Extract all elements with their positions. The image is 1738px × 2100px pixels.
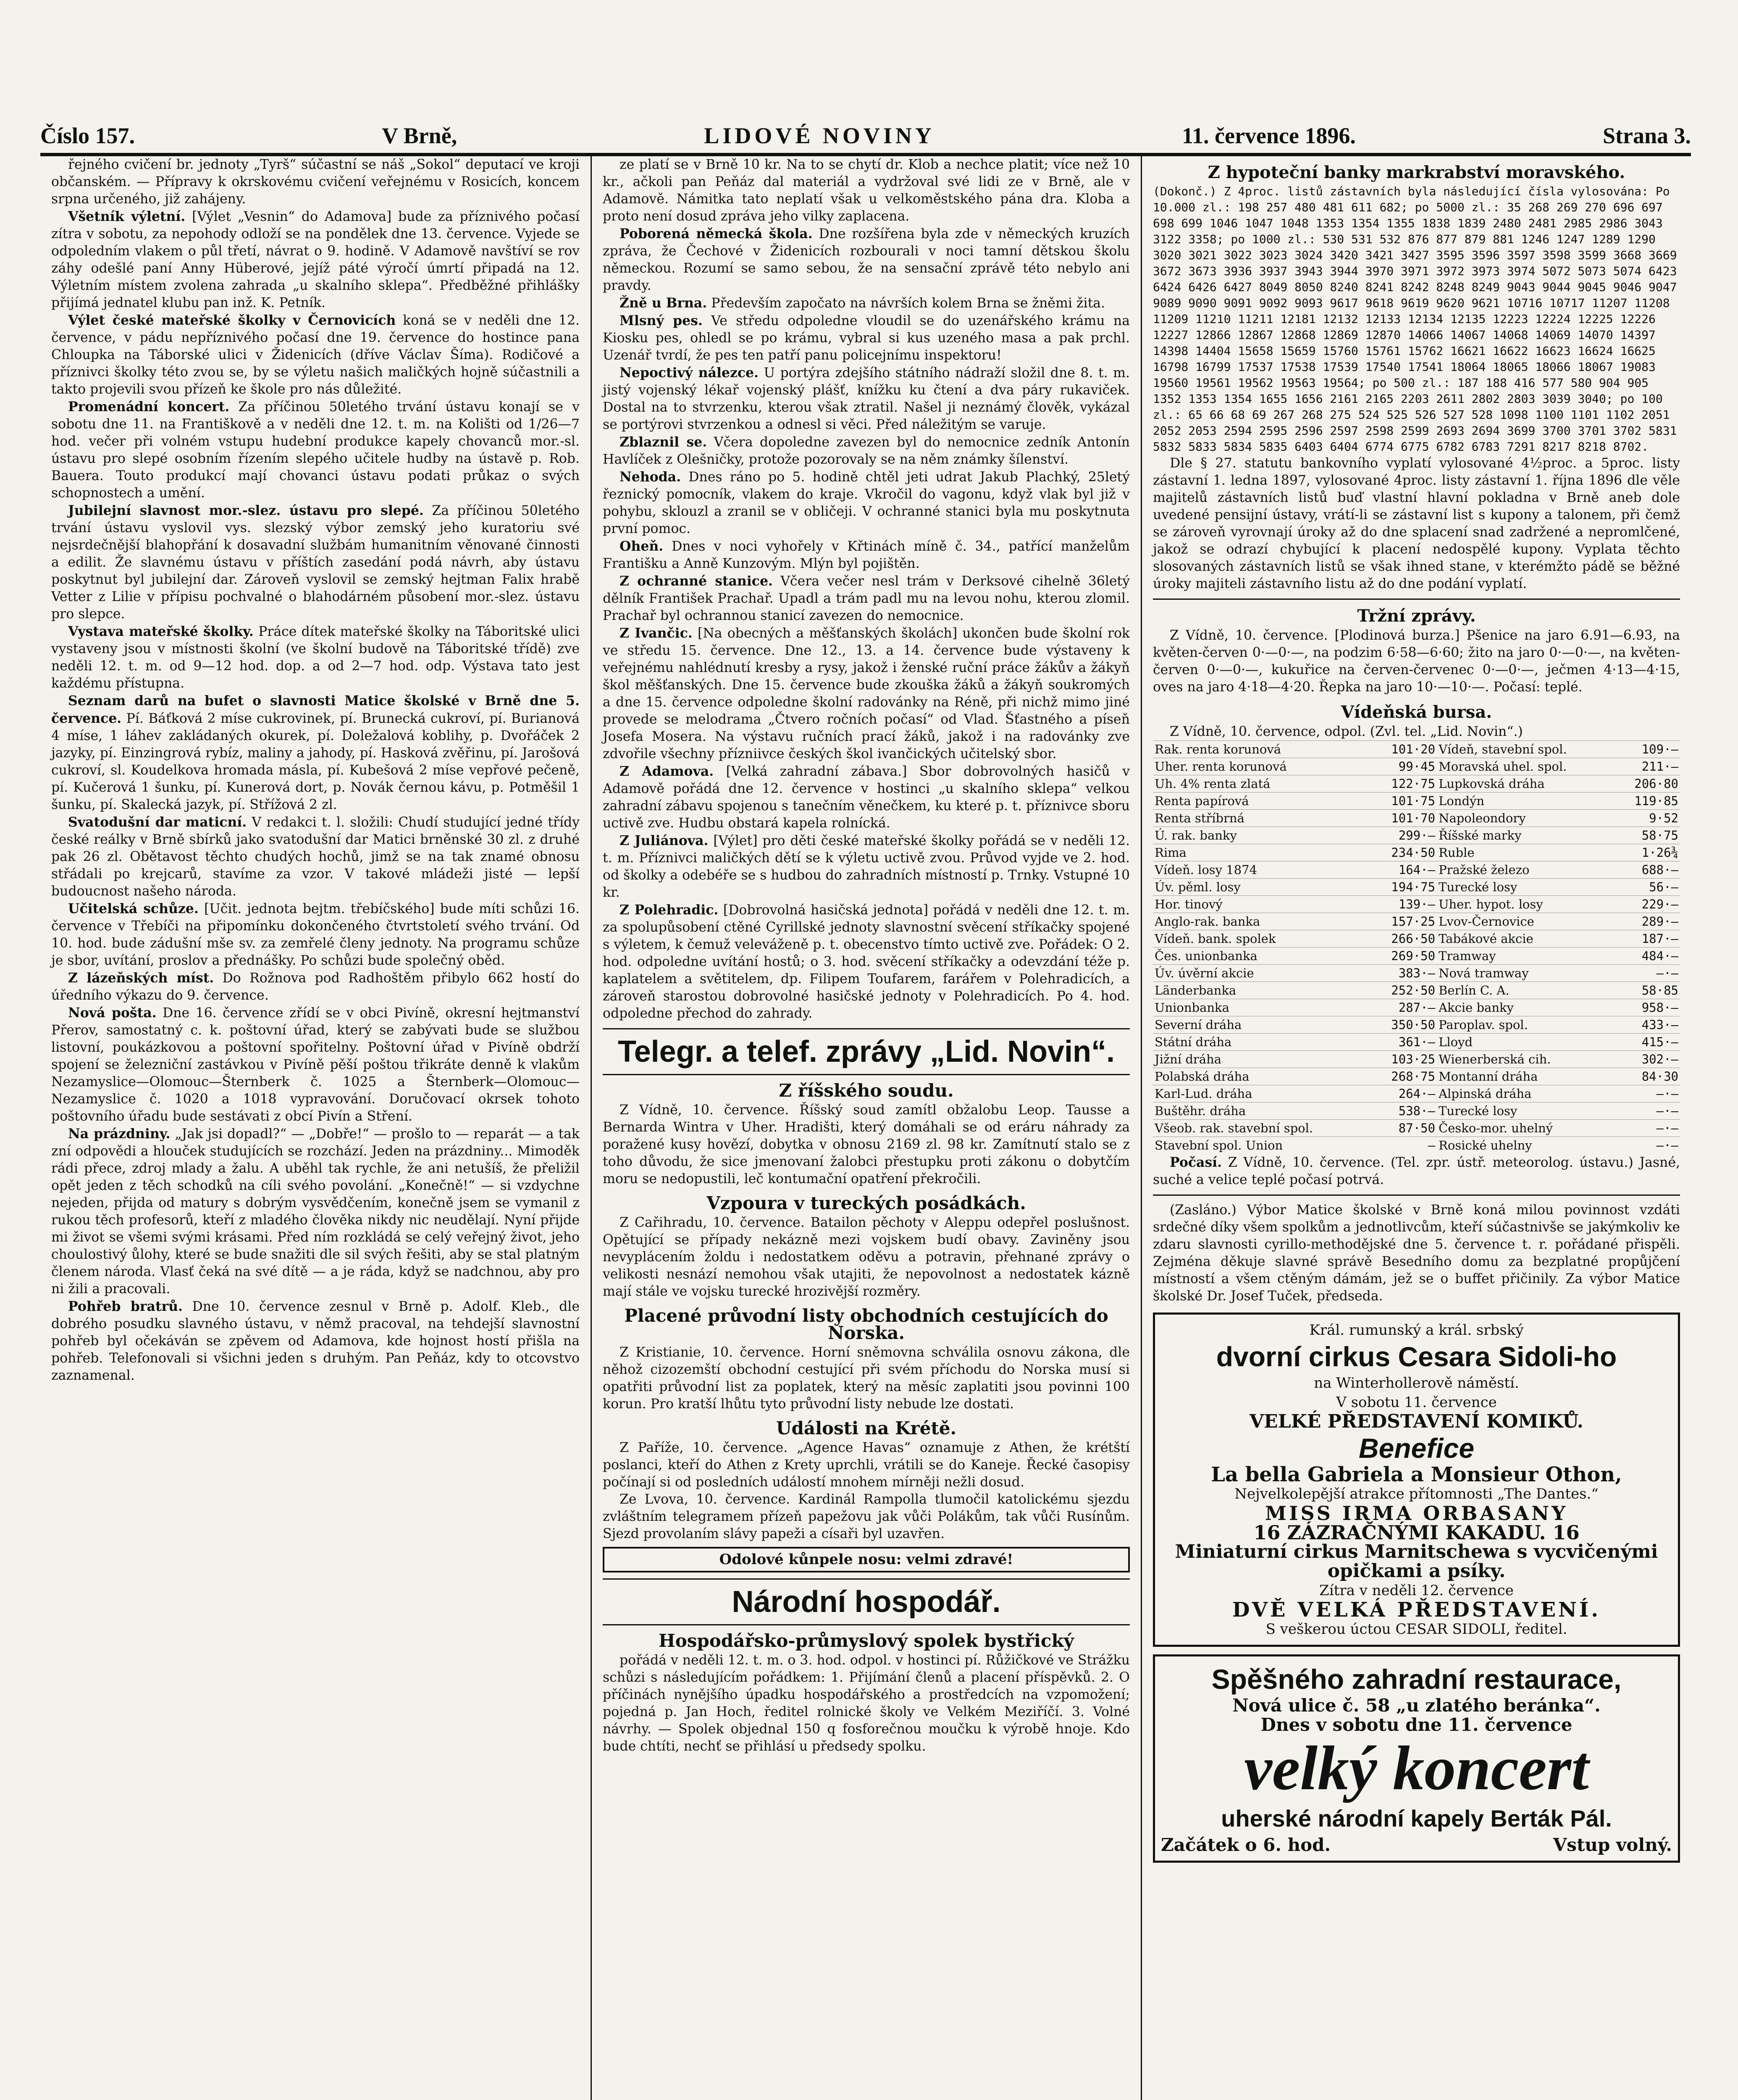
security-name: Říšské marky (1437, 827, 1616, 844)
page-number: Strana 3. (1602, 123, 1691, 148)
security-price: 688·— (1616, 861, 1680, 879)
security-price: 302·— (1616, 1051, 1680, 1068)
security-price: 101·20 (1373, 741, 1437, 758)
ad-line: VELKÉ PŘEDSTAVENÍ KOMIKŮ. (1250, 1411, 1583, 1432)
security-price: 9·52 (1616, 810, 1680, 827)
article-heading: Na prázdniny. (68, 1126, 171, 1142)
security-name: Rima (1153, 844, 1373, 861)
article-text: Z Paříže, 10. července. „Agence Havas“ oznamuje z Athen, že krétští poslanci, kteří do Athen z Krety uprchli, vrátili se do Kaneje. Řecké časopisy počínají si od posledních událostí mnohem mírněji nežli dosud. (603, 1440, 1130, 1490)
article-heading: Promenádní koncert. (68, 399, 230, 415)
article-text: U portýra zdejšího státního nádraží složil dne 8. t. m. jistý vojenský lékař vojenský plášť, knížku ku čtení a dva páry rukaviček. Dostal na to stvrzenku, kterou však ztratil. Našel ji neznámý člověk, vykázal se portýrovi stvrzenkou a odnesl si věci. Před náležitým se varuje. (603, 365, 1130, 432)
security-name: Tabákové akcie (1437, 930, 1616, 948)
security-price: 350·50 (1373, 1016, 1437, 1034)
article-heading: Z Juliánova. (620, 833, 709, 848)
divider (1153, 1194, 1680, 1196)
security-name: Turecké losy (1437, 1102, 1616, 1120)
circus-advertisement (1153, 1312, 1680, 1647)
article-text: Z Kristianie, 10. července. Horní sněmovna schválila osnovu zákona, dle něhož cizozemští obchodní cestující při svém příchodu do Norska musí si opatřiti průvodní list za poplatek, který na měsíc zaplatiti jsou povinni 100 korun. Pro kratší lhůtu tyto průvodní listy nebude lze dostati. (603, 1345, 1130, 1412)
table-row (1153, 1102, 1680, 1120)
ad-line: Král. rumunský a král. srbský (1309, 1322, 1524, 1339)
security-price: 268·75 (1373, 1068, 1437, 1085)
article-text: Za příčinou 50letého trvání ústavu konají se v sobotu dne 11. na Františkově a v neděli dne 12. t. m. na Kolišti od 1/26—7 hod. večer při volném vstupu hudební produkce kapely chovanců mor.-sl. ústavu pro slepé osobním řízením slepého učitele hudby na ústavě p. Rob. Bauera. Touto produkcí mají chovanci ústavu podati průkaz o svých schopnostech a umění. (51, 399, 580, 501)
security-price: —·— (1616, 1137, 1680, 1154)
news-subheading: Z říšského soudu. (779, 1080, 954, 1101)
security-price: 58·75 (1616, 827, 1680, 844)
news-subheading: Placené průvodní listy obchodních cestujících do Norska. (624, 1305, 1108, 1343)
security-name: Rak. renta korunová (1153, 741, 1373, 758)
ad-line: na Winterhollerově náměstí. (1314, 1375, 1519, 1391)
table-row (1153, 965, 1680, 982)
ad-line: Dnes v sobotu dne 11. července (1260, 1714, 1573, 1735)
table-row (1153, 982, 1680, 999)
table-row (1153, 844, 1680, 861)
article-heading: Výlet české mateřské školky v Černovicích (68, 312, 396, 328)
security-name: Jižní dráha (1153, 1051, 1373, 1068)
security-price: —·— (1616, 965, 1680, 982)
table-row (1153, 930, 1680, 948)
article-text: Práce dítek mateřské školky na Táboritské ulici vystaveny jsou v místnosti školní (ve školní budově na Táboritské třídě) zve neděli 12. t. m. od 9—12 hod. dop. a od 2—7 hod. odp. Výstava tato jest každému přístupna. (51, 624, 580, 691)
column-3 (1141, 156, 1691, 2100)
article-heading: Nepoctivý nálezce. (620, 365, 759, 381)
article-text: [Výlet] pro děti české mateřské školky pořádá se v neděli 12. t. m. Příznivci maličkých dětí se k výletu uctivě zvou. Průvod vyjde ve 2. hod. od školky a odebéře se s hudbou do zahradních místností p. Trnky. Vstupné 10 kr. (603, 833, 1130, 900)
security-price: 99·45 (1373, 758, 1437, 775)
security-name: Vídeň. losy 1874 (1153, 861, 1373, 879)
security-price: 84·30 (1616, 1068, 1680, 1085)
article-text: Z Vídně, 10. července. Říšský soud zamítl obžalobu Leop. Tausse a Bernarda Wintra v Uher. Hradišti, který domáhali se od eráru náhrady za poražené kusy hovězí, dobytka v obnosu 2169 zl. 98 kr. Zamítnutí stalo se z toho důvodu, že sice jmenovaní žalobci přestupku proti zákonu o dobytčím moru se nedopustili, leč kontumační opatření překročili. (603, 1102, 1130, 1186)
table-row (1153, 896, 1680, 913)
table-row (1153, 948, 1680, 965)
security-price: 299·— (1373, 827, 1437, 844)
lottery-numbers: (Dokonč.) Z 4proc. listů zástavních byla následující čísla vylosována: Po 10.000 zl.: 198 257 480 481 611 682; po 5000 zl.: 35 268 269 270 696 697 698 699 1046 1047 1048 1353 1354 1355 1838 1839 2480 2481 2985 2986 3043 3122 3358; po 1000 zl.: 530 531 532 876 877 879 881 1246 1247 1289 1290 3020 3021 3022 3023 3024 3420 3421 3427 3595 3596 3597 3598 3599 3668 3669 3672 3673 3936 3937 3943 3944 3970 3971 3972 3973 3974 5072 5073 5074 6423 6424 6426 6427 8049 8050 8240 8241 8242 8248 8249 9043 9044 9045 9046 9047 9089 9090 9091 9092 9093 9617 9618 9619 9620 9621 10716 10717 11207 11208 11209 11210 11211 12181 12132 12133 12134 12135 12223 12224 12225 12226 12227 12866 12867 12868 12869 12870 14066 14067 14068 14069 14070 14397 14398 14404 15658 15659 15760 15761 15762 16621 16622 16623 16624 16625 16798 16799 17537 17538 17539 17540 17541 18064 18065 18066 18067 19083 19560 19561 19562 19563 19564; po 500 zl.: 187 188 416 577 580 904 905 1352 1353 1354 1655 1656 2161 2165 2203 2611 2802 2803 3039 3040; po 100 zl.: 65 66 68 69 267 268 275 524 525 526 527 528 1098 1100 1101 1102 2051 2052 2053 2594 2595 2596 2597 2598 2599 2693 2694 3699 3700 3701 3702 5831 5832 5833 5834 5835 6403 6404 6774 6775 6782 6783 7291 8217 8218 8702. (1153, 184, 1684, 454)
security-price: 252·50 (1373, 982, 1437, 999)
table-row (1153, 879, 1680, 896)
security-name: Státní dráha (1153, 1034, 1373, 1051)
security-price: — (1373, 1137, 1437, 1154)
article-text: Za příčinou 50letého trvání ústavu vyslovil vys. slezský výbor zemský jeho kuratoriu své nejsrdečnější blahopřání k dosavadní službám humanitním věnované činnosti a edilit. Že slavnému ústavu v příštích zasedání podá návrh, aby ústavu poskytnut byl jubilejní dar. Zároveň vyslovil se zemský hejtman Falix hrabě Vetter z Lilie v přípisu pochvalné o blahodárném působení mor.-slez. ústavu pro slepce. (51, 503, 580, 622)
ad-line: uherské národní kapely Berták Pál. (1221, 1805, 1612, 1832)
article-text: [Velká zahradní zábava.] Sbor dobrovolných hasičů v Adamově pořádá dne 12. července v hostinci „u skalního sklepa“ velkou zahradní zábavu spojenou s tanečním věnečkem, ku které p. t. příznivce sboru uctivě zve. Hudbu obstará kapela rolnícká. (603, 764, 1130, 831)
ad-line: 16 ZÁZRAČNÝMI KAKADU. 16 (1253, 1521, 1580, 1544)
article-heading: Seznam darů na bufet o slavnosti Matice školské v Brně dne 5. července. (51, 693, 580, 726)
table-row (1153, 1137, 1680, 1154)
security-name: Londýn (1437, 793, 1616, 810)
article-heading: Jubilejní slavnost mor.-slez. ústavu pro slepé. (68, 503, 424, 518)
security-name: Vídeň, stavební spol. (1437, 741, 1616, 758)
article-heading: Nehoda. (620, 469, 681, 485)
ad-line: Miniaturní cirkus Marnitschewa s vycvičenými opičkami a psíky. (1175, 1541, 1658, 1582)
article-text: řejného cvičení br. jednoty „Tyrš“ súčastní se náš „Sokol“ deputací ve kroji občanském. — Přípravy k okrskovému cvičení veřejnému v Rosicích, koncem srpna určeného, již zahájeny. (51, 157, 580, 207)
security-price: 266·50 (1373, 930, 1437, 948)
article-text: Z Vídně, 10. července. [Plodinová burza.] Pšenice na jaro 6.91—6.93, na květen-červen 0·—0·—, na podzim 6·58—6·60; žito na jaro 0·—0·—, na květen-červen 0·—0·—, kukuřice na červen-červenec 0·—0·—, ječmen 4·13—4·15, oves na jaro 4·18—4·20. Řepka na jaro 10·—10·—. Počasí: teplé. (1153, 628, 1680, 695)
security-price: —·— (1616, 1102, 1680, 1120)
security-price: 164·— (1373, 861, 1437, 879)
table-row (1153, 775, 1680, 793)
security-name: Tramway (1437, 948, 1616, 965)
article-text: [Dobrovolná hasičská jednota] pořádá v neděli dne 12. t. m. za spolupůsobení ctěné Cyrillské jednoty slavnostní svěcení stříkačky spojené s výletem, k čemuž veleváženě p. t. obecenstvo tímto uctivě zve. Pořádek: O 2. hod. odpoledne uvítání hostů; o 3. hod. svěcení stříkačky a odevzdání téže p. kaplatelem a světitelem, dp. Filipem Toufarem, farářem v Polehradicích, a zároveň starostou dobrovolné hasičské jednoty v Polehradicích. Po 4. hod. odpoledne přechod do zahrady. (603, 903, 1130, 1021)
news-subheading: Vzpoura v tureckých posádkách. (706, 1193, 1026, 1213)
security-name: Vídeň. bank. spolek (1153, 930, 1373, 948)
ad-line: Nejvelkolepější atrakce přítomnosti „The Dantes.“ (1234, 1486, 1599, 1502)
article-heading: Poborená německá škola. (620, 226, 813, 242)
article-heading: Vystava mateřské školky. (68, 624, 254, 639)
security-name: Uher. renta korunová (1153, 758, 1373, 775)
article-text: Dle § 27. statutu bankovního vyplatí vylosované 4½proc. a 5proc. listy zástavní 1. ledna 1897, vylosované 4proc. listy zástavní 1. října 1896 dle věle majitelů zástavních listů buď vlastní hlavní pokladna v Brně aneb dole uvedené pensijní ústavy, vrátí-li se zástavní list s kupony a talonem, při čemž se zároveň vyrovnají úroky až do dne splacení snad zadržené a nepromlčené, jakož se odrazí chybující k placení nedospělé kupony. Vyplata těchto slosovaných zástavních listů se však ihned stane, v kterémžto pádě se běžné úroky majiteli zástavního listu až do dne podání vyplatí. (1153, 456, 1680, 591)
notice-banner: Odolové kůnpele nosu: velmi zdravé! (603, 1547, 1130, 1572)
divider (1153, 598, 1680, 600)
security-name: Uh. 4% renta zlatá (1153, 775, 1373, 793)
security-name: Ruble (1437, 844, 1616, 861)
ad-line: La bella Gabriela a Monsieur Othon, (1211, 1463, 1622, 1486)
security-price: 157·25 (1373, 913, 1437, 930)
article-text: Včera dopoledne zavezen byl do nemocnice zedník Antonín Havlíček z Olešničky, protože pozorovaly se na něm známky šílenství. (603, 435, 1130, 467)
table-row (1153, 861, 1680, 879)
article-heading: Z ochranné stanice. (620, 573, 773, 589)
security-price: 289·— (1616, 913, 1680, 930)
article-text: Především započato na návrších kolem Brna se žněmi žita. (711, 296, 1105, 311)
ad-line: Nová ulice č. 58 „u zlatého beránka“. (1232, 1695, 1601, 1716)
page-header (40, 118, 1691, 156)
security-name: Polabská dráha (1153, 1068, 1373, 1085)
table-row (1153, 999, 1680, 1016)
news-subheading: Události na Krétě. (776, 1418, 957, 1438)
security-price: 415·— (1616, 1034, 1680, 1051)
article-text: [Učit. jednota bejtm. třebíčského] bude míti schůzi 16. července v Třebíči na připomínku dokončeného čtvrtstoletí svého trvání. Od 10. hod. bude zádušní mše sv. za zemřelé členy jednoty. Na programu schůze je sbor, uvítání, proslov a přednášky. Po schůzi bude společný oběd. (51, 901, 580, 968)
article-heading: Oheň. (620, 538, 664, 554)
ad-line: DVĚ VELKÁ PŘEDSTAVENÍ. (1232, 1598, 1601, 1622)
security-price: 538·— (1373, 1102, 1437, 1120)
article-heading: Z hypoteční banky markrabství moravského. (1208, 163, 1625, 182)
security-price: 264·— (1373, 1085, 1437, 1102)
article-heading: Z lázeňských míst. (68, 970, 214, 986)
ad-line: Zítra v neděli 12. července (1319, 1582, 1514, 1599)
article-text: Z Vídně, 10. července, odpol. (Zvl. tel. „Lid. Novin“.) (1170, 724, 1523, 739)
section-heading-economy: Národní hospodář. (603, 1578, 1130, 1625)
article-text: Dne 16. července zřídí se v obci Pivíně, okresní hejtmanství Přerov, samostatný c. k. poštovní úřad, který se zabývati bude se službou listovní, poukázkovou a poštovní spořitelny. Poštovní úřad v Pivíně obdrží spojení se železniční zastávkou v Pivíně pěší poštou třikráte denně k vlakům Nezamyslice—Olomouc—Šternberk č. 1025 a Šternberk—Olomouc—Nezamyslice č. 1020 a 1018 vypravování. Doručovací okrsek tohoto poštovního úřadu bude sestávati z obcí Pivín a Stření. (51, 1005, 580, 1124)
concert-advertisement (1153, 1654, 1680, 1863)
article-heading: Nová pošta. (68, 1005, 157, 1021)
security-price: 194·75 (1373, 879, 1437, 896)
article-heading: Učitelská schůze. (68, 901, 199, 916)
security-name: Anglo-rak. banka (1153, 913, 1373, 930)
article-heading: Mlsný pes. (620, 313, 703, 328)
table-row (1153, 1085, 1680, 1102)
table-row (1153, 741, 1680, 758)
ad-headline: velký koncert (1244, 1733, 1589, 1803)
ad-footer (1161, 1835, 1672, 1855)
security-name: Berlín C. A. (1437, 982, 1616, 999)
article-text: Dne 10. července zesnul v Brně p. Adolf. Kleb., dle dobrého posudku slavného ústavu, v němž pracoval, na tehdejší slavnostní pohřeb byl očekáván se zpěvem od Adamova, kde hojnost hostí přišla na pohřeb. Telefonovali si všichni jeden s druhým. Pan Peňáz, kdy to otcovstvo zaznamenal. (51, 1299, 580, 1383)
security-name: Akcie banky (1437, 999, 1616, 1016)
security-name: Alpinská dráha (1437, 1085, 1616, 1102)
table-row (1153, 1034, 1680, 1051)
article-text: Dne rozšířena byla zde v německých kruzích zpráva, že Čechové v Židenicích rozbourali v noci tamní dětskou školu německou. Rozumí se samo sebou, že na sensační zprávě této nebylo ani pravdy. (603, 226, 1130, 293)
article-heading: Všetník výletní. (68, 209, 186, 224)
table-row (1153, 827, 1680, 844)
security-name: Lupkovská dráha (1437, 775, 1616, 793)
security-name: Ú. rak. banky (1153, 827, 1373, 844)
security-name: Hor. tinový (1153, 896, 1373, 913)
security-price: 119·85 (1616, 793, 1680, 810)
columns (40, 156, 1691, 2100)
article-heading: Žně u Brna. (620, 295, 707, 311)
article-text: (Zasláno.) Výbor Matice školské v Brně koná milou povinnost vzdáti srdečné díky všem spolkům a jednotlivcům, kteří súčastnivše se jakýmkoliv ke zdaru slavnosti cyrillo-methodějské dne 5. července t. r. pořádané přispěli. Zejména děkuje slavné správě Besedního domu za bezplatné propůjčení místností a všem ctěným dámám, jež se o buffet přičinily. Za výbor Matice školské Dr. Josef Tuček, předseda. (1153, 1202, 1680, 1304)
security-price: 958·— (1616, 999, 1680, 1016)
security-price: 484·— (1616, 948, 1680, 965)
article-text: koná se v neděli dne 12. července, v pádu nepříznivého počasí dne 19. července do hostince pana Chloupka na Táborské ulici v Židenicích (dříve Václav Šíma). Rodičové a příznivci školky této zvou se, by se výletu našich maličkých hojně súčastnili a takto projevili svou přízeň ke škole pro nás důležité. (51, 313, 580, 397)
security-name: Turecké losy (1437, 879, 1616, 896)
security-name: Unionbanka (1153, 999, 1373, 1016)
article-text: Z Cařihradu, 10. července. Batailon pěchoty v Aleppu odepřel poslušnost. Opětující se případy nekázně mezi vojskem budí obavy. Zaviněny jsou nevyplácením žoldu i nedostatkem oděvu a potravin, přehnané zprávy o velikosti nesnází nemohou však utajiti, že nepovolnost a nedostatek kázně mají stále ve vojsku turecké hrozivější rozměry. (603, 1215, 1130, 1299)
security-name: Úv. pěml. losy (1153, 879, 1373, 896)
article-heading: Vídeňská bursa. (1341, 702, 1492, 722)
issue-date: 11. července 1896. (1181, 123, 1356, 148)
security-name: Rosické uhelny (1437, 1137, 1616, 1154)
security-name: Karl-Lud. dráha (1153, 1085, 1373, 1102)
article-heading: Tržní zprávy. (1357, 606, 1476, 626)
security-name: Stavební spol. Union (1153, 1137, 1373, 1154)
article-text: Do Rožnova pod Radhoštěm přibylo 662 hostí do úředního výkazu do 9. července. (51, 971, 580, 1003)
article-text: Dnes ráno po 5. hodině chtěl jeti udrat Jakub Plachký, 25letý řeznický pomocník, vlakem do kraje. Vkročil do vagonu, když vlak byl již v pohybu, sklouzl a zranil se v obličeji. V ochranné stanici byla mu poskytnuta první pomoc. (603, 470, 1130, 536)
table-row (1153, 913, 1680, 930)
article-text: Dnes v noci vyhořely v Křtinách míně č. 34., patřící manželům Františku a Anně Kunzovým. Mlýn byl pojištěn. (603, 539, 1130, 571)
security-name: Wienerberská cih. (1437, 1051, 1616, 1068)
security-name: Moravská uhel. spol. (1437, 758, 1616, 775)
news-subheading: Hospodářsko-průmyslový spolek bystřický (659, 1630, 1074, 1651)
ad-title: Spěšného zahradní restaurace, (1211, 1664, 1622, 1695)
article-heading: Pohřeb bratrů. (68, 1299, 183, 1314)
article-text: Ve středu odpoledne vloudil se do uzenářského krámu na Kiosku pes, ohledl se po krámu, vybral si kus uzeného masa a pak prchl. Uzenář tvrdí, že pes ten patří panu policejnímu inspektoru! (603, 313, 1130, 363)
article-heading: Z Polehradic. (620, 902, 719, 918)
security-name: Paroplav. spol. (1437, 1016, 1616, 1034)
section-heading-telegrams: Telegr. a telef. zprávy „Lid. Novin“. (603, 1028, 1130, 1075)
article-text: ze platí se v Brně 10 kr. Na to se chytí dr. Klob a nechce platit; více než 10 kr., ačkoli pan Peňáz dal materiál a vydržoval své lidi ze v Brně, ale v Adamově. Námitka tato neplatí však u velkoměstského pána dra. Kloba a proto není dosud zpráva jeho vilky zaplacena. (603, 157, 1130, 224)
security-name: Renta stříbrná (1153, 810, 1373, 827)
table-row (1153, 1051, 1680, 1068)
security-price: 122·75 (1373, 775, 1437, 793)
security-name: Renta papírová (1153, 793, 1373, 810)
security-name: Pražské železo (1437, 861, 1616, 879)
ad-line: MISS IRMA ORBASANY (1265, 1502, 1568, 1525)
ad-line: S veškerou úctou CESAR SIDOLI, ředitel. (1265, 1621, 1567, 1638)
security-price: 206·80 (1616, 775, 1680, 793)
issue-number: Číslo 157. (40, 123, 135, 148)
article-heading: Z Ivančic. (620, 625, 693, 641)
security-price: 269·50 (1373, 948, 1437, 965)
security-price: 234·50 (1373, 844, 1437, 861)
security-price: 101·75 (1373, 793, 1437, 810)
security-name: Česko-mor. uhelný (1437, 1120, 1616, 1137)
article-text: Včera večer nesl trám v Derksové cihelně 36letý dělník František Prachař. Upadl a trám padl mu na levou nohu, kterou zlomil. Prachař byl ochrannou stanicí zavezen do nemocnice. (603, 574, 1130, 623)
security-name: Montanní dráha (1437, 1068, 1616, 1085)
paper-title: LIDOVÉ NOVINY (704, 123, 935, 148)
article-text: V redakci t. l. složili: Chudí studující jedné třídy české reálky v Brně sbírků jako svatodušní dar Matici brněnské 30 zl. z druhé pak 26 zl. Obětavost těchto chudých hochů, jimž se na tak znamé obnosu střádali po krejcarů, stavíme za vzor. V takové mládeži jisté — lepší budoucnost našeho národa. (51, 815, 580, 899)
column-2 (591, 156, 1141, 2100)
security-name: Napoleondory (1437, 810, 1616, 827)
table-row (1153, 810, 1680, 827)
article-heading: Zblaznil se. (620, 434, 707, 450)
stock-table (1153, 740, 1680, 1154)
security-price: —·— (1616, 1120, 1680, 1137)
security-name: Buštěhr. dráha (1153, 1102, 1373, 1120)
security-price: 101·70 (1373, 810, 1437, 827)
security-price: 383·— (1373, 965, 1437, 982)
security-name: Nová tramway (1437, 965, 1616, 982)
table-row (1153, 1120, 1680, 1137)
security-price: 1·26¾ (1616, 844, 1680, 861)
ad-line: Začátek o 6. hod. (1161, 1835, 1331, 1855)
article-text: Z Vídně, 10. července. (Tel. zpr. ústř. meteorolog. ústavu.) Jasné, suché a velice teplé počasí potrvá. (1153, 1155, 1680, 1187)
security-name: Všeob. rak. stavební spol. (1153, 1120, 1373, 1137)
table-row (1153, 1016, 1680, 1034)
article-text: Ze Lvova, 10. července. Kardinál Rampolla tlumočil katolickému sjezdu zvláštním telegramem přízeň papežovu jak vůči Polákům, tak vůči Rusínům. Sjezd provolaním slávy papeži a císaři byl uzavřen. (603, 1492, 1130, 1541)
security-name: Úv. úvěrní akcie (1153, 965, 1373, 982)
security-price: 87·50 (1373, 1120, 1437, 1137)
article-heading: Svatodušní dar maticní. (68, 814, 247, 830)
table-row (1153, 758, 1680, 775)
city: V Brně, (382, 123, 457, 148)
ad-line: V sobotu 11. července (1336, 1394, 1497, 1411)
security-name: Severní dráha (1153, 1016, 1373, 1034)
article-text: Pí. Báťková 2 míse cukrovinek, pí. Brunecká cukroví, pí. Burianová 4 míse, 1 láhev zakládaných okurek, pí. Doležalová koblihy, p. Dvořáček 2 jazyky, pí. Einzingrová rybíz, maliny a jahody, pí. Hasková zvěřinu, pí. Jarošová cukroví, sl. Koudelkova hromada másla, pí. Kubešová 2 míse vepřové pečeně, pí. Kučerová 1 šunku, pí. Kunerová dort, p. Novák černou kávu, p. Potměšil 1 šunku, pí. Skalecká jazyk, pí. Střížová 2 zl. (51, 711, 580, 812)
security-price: 56·— (1616, 879, 1680, 896)
security-name: Uher. hypot. losy (1437, 896, 1616, 913)
article-text: [Výlet „Vesnin“ do Adamova] bude za příznivého počasí zítra v sobotu, za nepohody odloží se na pondělek dne 13. července. Vyjede se odpoledním vlakem o půl třetí, návrat o 9. hodině. V Adamově navštíví se rov záhy odešlé paní Anny Hüberové, jejíž páté výročí úmrtí připadá na 12. Výletním místem zvolena zahrada „u skalního sklepa“. Předběžné přihlášky přijímá jednatel klubu pan inž. K. Petník. (51, 209, 580, 310)
security-price: 103·25 (1373, 1051, 1437, 1068)
security-price: 139·— (1373, 896, 1437, 913)
article-text: „Jak jsi dopadl?“ — „Dobře!“ — prošlo to — reparát — a tak zní odpovědi a hlouček studujících se rozchází. Jeden na prázdniny... Mimoděk rádi přece, zdroj mlady a žalu. A uběhl tak rychle, že ani netušíš, že přeližil opět jeden z těch schodků na cíli svého povolání. „Konečně!“ — si vzdychne nejeden, přijda od matury s dobrým vysvědčením, konečně jsem se vymanil z rukou těch profesorů, kteří z mladého člověka nikdy nic neudělají. Nyní přijde mi život se všemi svými krásami. Před ním rozkládá se celý veřejný život, jeho choulostivý ůlohy, které se bude snažiti dle sil svých řešiti, aby se stal platným členem národa. Vlasť čeká na své dítě — a je ráda, když se nadchnou, aby pro ni žili a pracovali. (51, 1126, 580, 1297)
security-price: 229·— (1616, 896, 1680, 913)
security-price: 58·85 (1616, 982, 1680, 999)
ad-title: dvorní cirkus Cesara Sidoli-ho (1216, 1341, 1617, 1372)
security-name: Länderbanka (1153, 982, 1373, 999)
security-price: 433·— (1616, 1016, 1680, 1034)
ad-line: Vstup volný. (1553, 1835, 1672, 1855)
column-1 (40, 156, 591, 2100)
security-price: 187·— (1616, 930, 1680, 948)
table-row (1153, 1068, 1680, 1085)
security-price: 361·— (1373, 1034, 1437, 1051)
security-price: 109·— (1616, 741, 1680, 758)
article-text: pořádá v neděli 12. t. m. o 3. hod. odpol. v hostinci pí. Růžičkové ve Strážku schůzi s následujícím pořádkem: 1. Přijímání členů a placení příspěvků. 2. O příčinách nynějšího úpadku hospodářského a prostředcích na vzpomožení; pojedná p. Jan Hoch, ředitel rolnické školy ve Velkém Meziříčí. 3. Volné návrhy. — Spolek objednal 150 q fosforečnou moučku k výrobě hnoje. Kdo bude chtíti, nechť se přihlásí u předsedy spolku. (603, 1653, 1130, 1754)
security-name: Lloyd (1437, 1034, 1616, 1051)
ad-line: Benefice (1358, 1433, 1475, 1464)
security-price: —·— (1616, 1085, 1680, 1102)
article-text: [Na obecných a měšťanských školách] ukončen bude školní rok ve středu 15. července. Dne 12., 13. a 14. července bude výstaveny k veřejnému nahlédnutí kresby a rysy, jakož i ženské ruční práce žákův a žákyň škol měšťanských. Dne 15. července bude zkouška žáků a žákyň soukromých a dne 15. července odpoledne školní radovánky na Réně, při nichž mimo jiné provede se melodrama „Čtvero ročních počasí“ od Vlad. Šťastného a píseň Josefa Mosera. Na výstavu ručních prací žáků, jakož i na radovánky zve zdvořile všechny přízniivce českých škol ivančických učitelský sbor. (603, 626, 1130, 761)
article-heading: Z Adamova. (620, 764, 714, 779)
security-name: Čes. unionbanka (1153, 948, 1373, 965)
security-price: 287·— (1373, 999, 1437, 1016)
article-heading: Počasí. (1170, 1155, 1222, 1170)
security-price: 211·— (1616, 758, 1680, 775)
security-name: Lvov-Černovice (1437, 913, 1616, 930)
table-row (1153, 793, 1680, 810)
